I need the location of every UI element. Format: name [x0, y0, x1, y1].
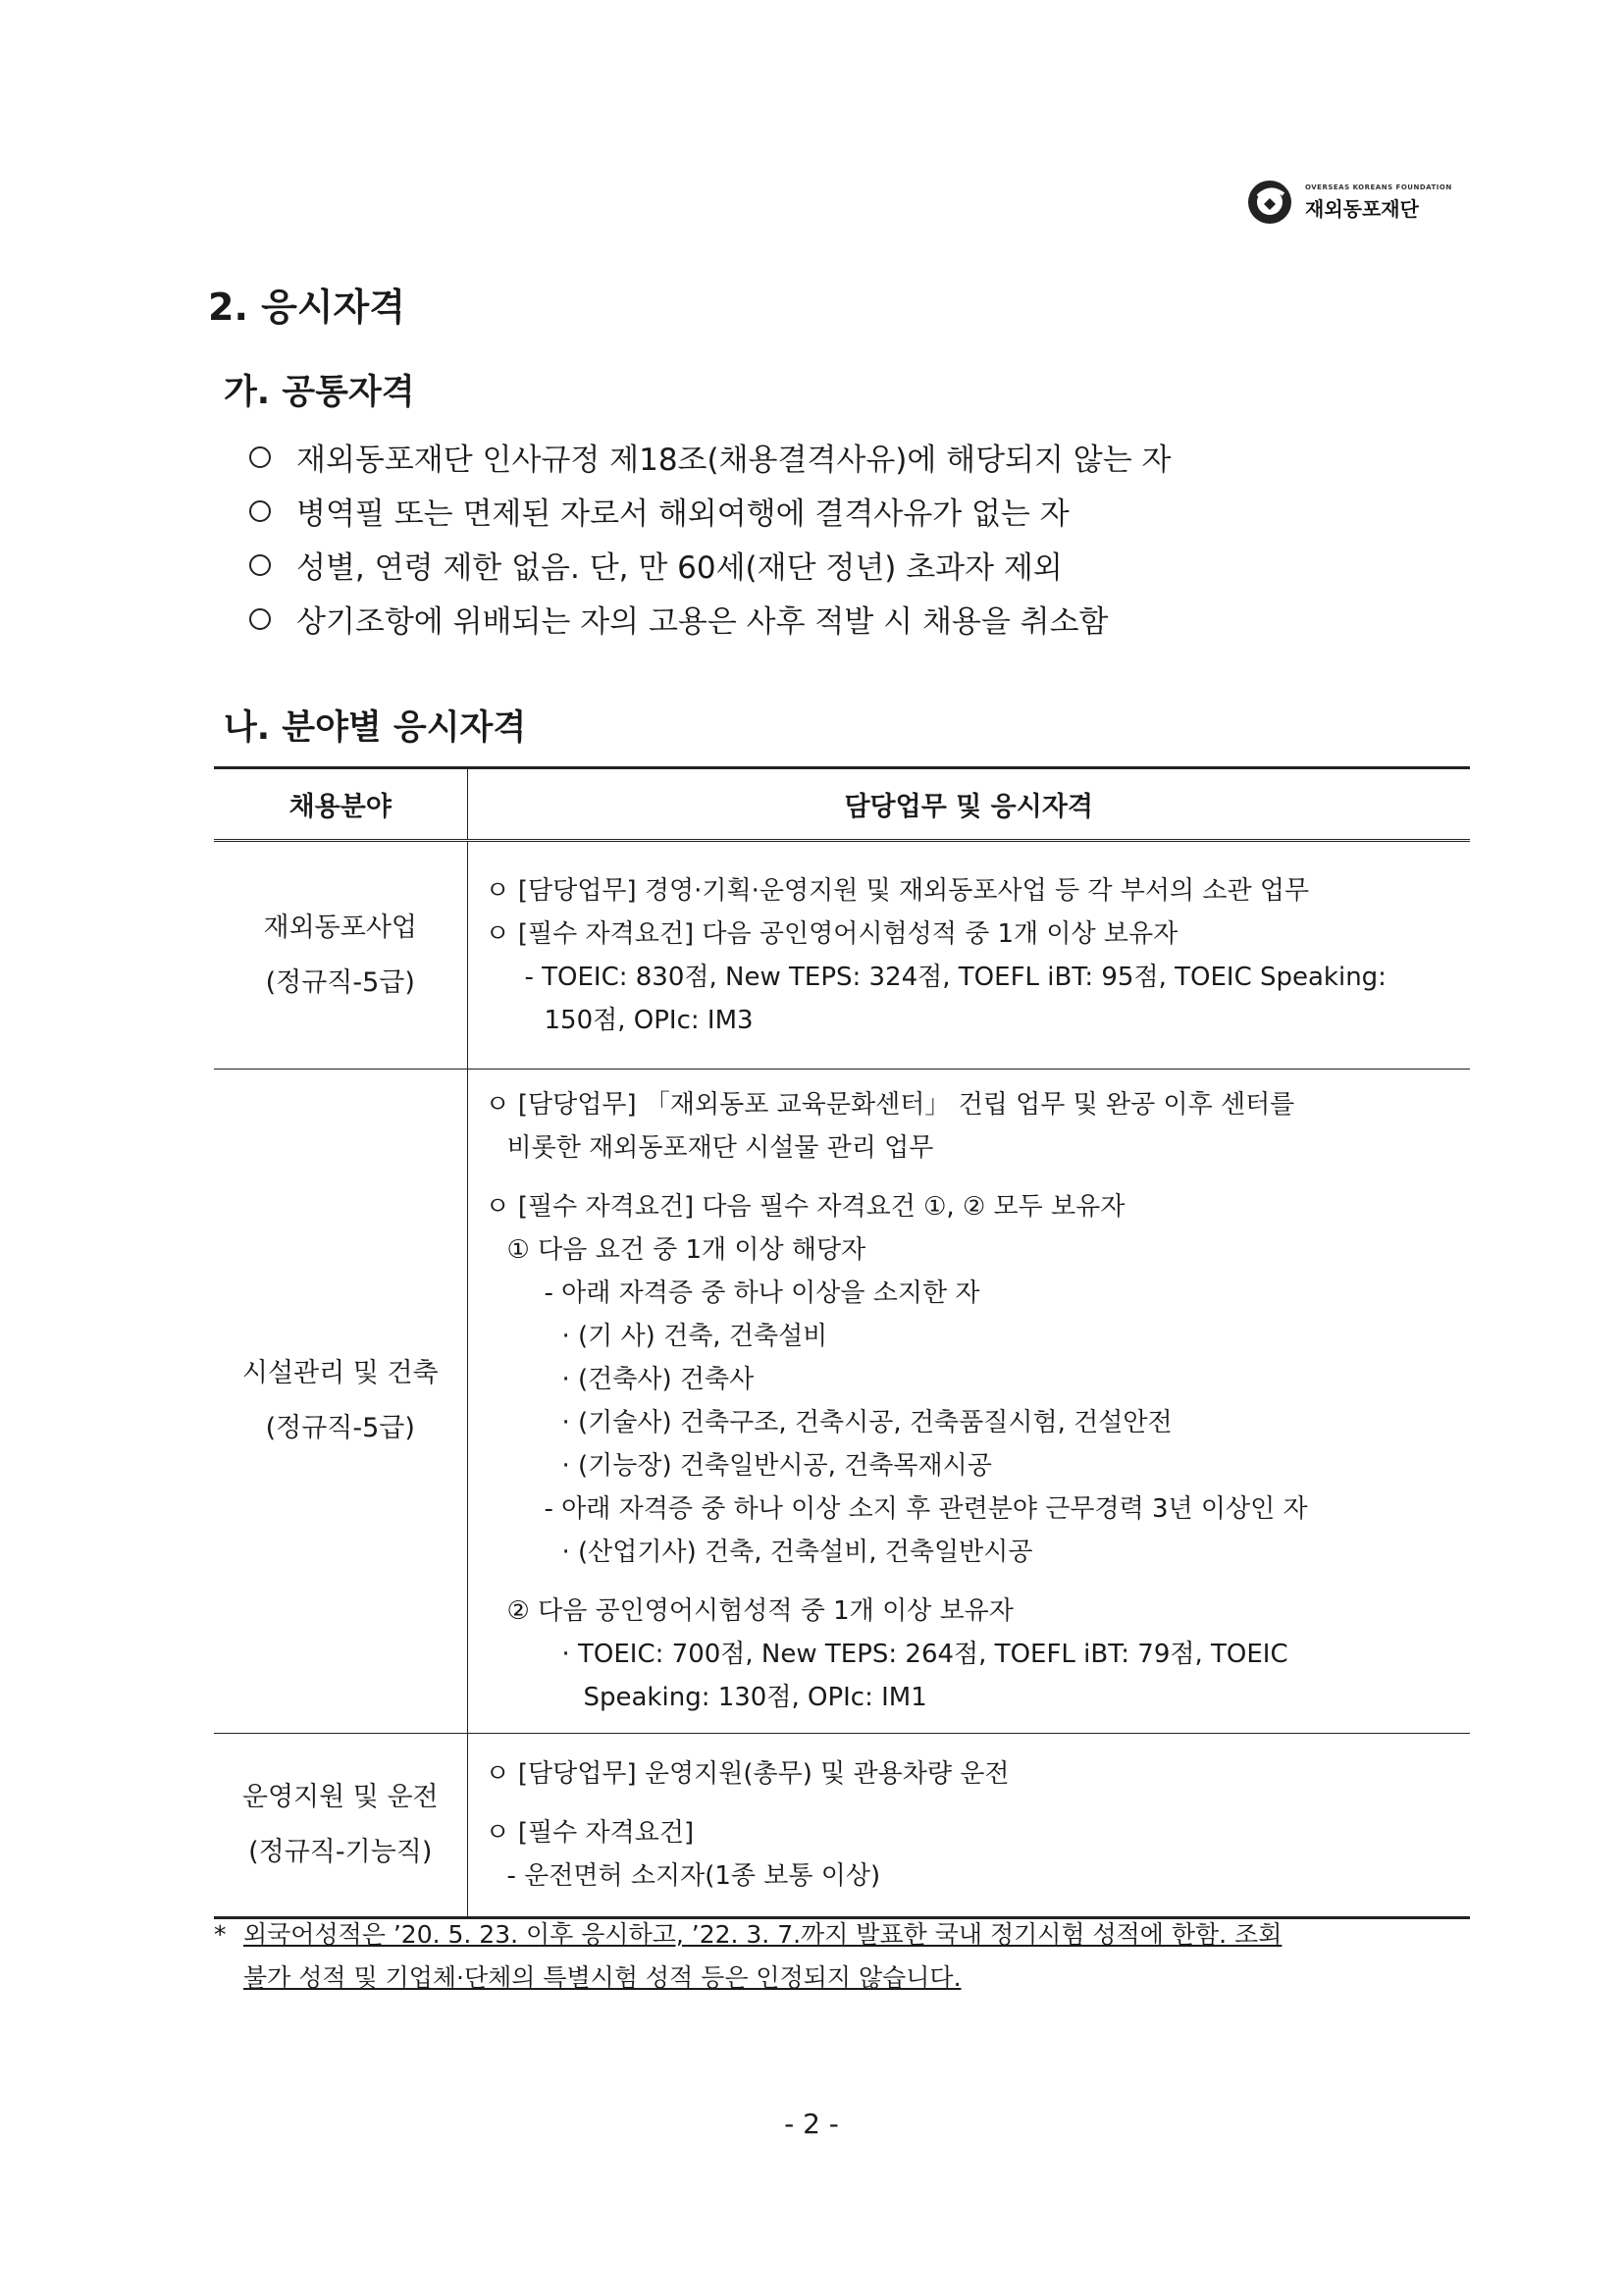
- table-row: [214, 1734, 1470, 1918]
- common-qualification-title: 가. 공통자격: [224, 373, 415, 412]
- duties-cell: ㅇ [담당업무] 경영·기획·운영지원 및 재외동포사업 등 각 부서의 소관 업무 ㅇ [필수 자격요건] 다음 공인영어시험성적 중 1개 이상 보유자 - TOEIC: 830점, New TEPS: 324점, TOEFL iBT: 95점, TOEIC Speaking: 150점, OPIc: IM3: [467, 841, 1470, 1070]
- footnote: [214, 1913, 1480, 2000]
- list-item: 재외동포재단 인사규정 제18조(채용결격사유)에 해당되지 않는 자: [245, 430, 1344, 484]
- table-row: [214, 841, 1470, 1070]
- table-header-row: [214, 768, 1470, 841]
- field-qualification-title: 나. 분야별 응시자격: [224, 708, 527, 748]
- logo-english-text: OVERSEAS KOREANS FOUNDATION: [1305, 183, 1452, 191]
- field-cell: 시설관리 및 건축 (정규직-5급): [214, 1070, 467, 1734]
- foundation-logo: [1244, 177, 1452, 228]
- field-cell: 운영지원 및 운전 (정규직-기능직): [214, 1734, 467, 1918]
- list-item: 병역필 또는 면제된 자로서 해외여행에 결격사유가 없는 자: [245, 484, 1344, 538]
- column-header-field: 채용분야: [214, 768, 467, 841]
- footnote-line: 외국어성적은 ’20. 5. 23. 이후 응시하고, ’22. 3. 7.까지 발표한 국내 정기시험 성적에 한함. 조회: [243, 1920, 1283, 1949]
- footnote-line: 불가 성적 및 기업체·단체의 특별시험 성적 등은 인정되지 않습니다.: [243, 1963, 962, 1992]
- foundation-emblem-icon: [1244, 177, 1295, 228]
- page-number: - 2 -: [784, 2108, 839, 2140]
- column-header-duties: 담당업무 및 응시자격: [467, 768, 1470, 841]
- list-item: 상기조항에 위배되는 자의 고용은 사후 적발 시 채용을 취소함: [245, 592, 1344, 646]
- circle-bullet-icon: [249, 500, 271, 522]
- list-item: 성별, 연령 제한 없음. 단, 만 60세(재단 정년) 초과자 제외: [245, 538, 1344, 592]
- common-qualification-list: [245, 430, 1344, 646]
- table-row: [214, 1070, 1470, 1734]
- duties-cell: ㅇ [담당업무] 운영지원(총무) 및 관용차량 운전 ㅇ [필수 자격요건] - 운전면허 소지자(1종 보통 이상): [485, 1759, 1010, 1891]
- duties-cell: ㅇ [담당업무] 「재외동포 교육문화센터」 건립 업무 및 완공 이후 센터를 비롯한 재외동포재단 시설물 관리 업무 ㅇ [필수 자격요건] 다음 필수 자격요건 ①, ② 모두 보유자 ① 다음 요건 중 1개 이상 해당자 - 아래 자격증 중 하나 이상을 소지한 자 · (기 사) 건축, 건축설비 · (건축사) 건축사 · (기술사) 건축구조, 건축시공, 건축품질시험, 건설안전 · (기능장) 건축일반시공, 건축목재시공 - 아래 자격증 중 하나 이상 소지 후 관련분야 근무경력 3년 이상인 자 · (산업기사) 건축, 건축설비, 건축일반시공 ② 다음 공인영어시험성적 중 1개 이상 보유자 · TOEIC: 700점, New TEPS: 264점, TOEFL iBT: 79점, TOEIC Speaking: 130점, OPIc: IM1: [467, 1070, 1470, 1734]
- footnote-asterisk: *: [214, 1920, 227, 1949]
- field-cell: 재외동포사업 (정규직-5급): [214, 841, 467, 1070]
- qualification-table: [214, 766, 1470, 1919]
- circle-bullet-icon: [249, 608, 271, 630]
- circle-bullet-icon: [249, 554, 271, 576]
- circle-bullet-icon: [249, 446, 271, 468]
- logo-korean-text: 재외동포재단: [1305, 196, 1419, 221]
- section-title: 2. 응시자격: [208, 286, 405, 329]
